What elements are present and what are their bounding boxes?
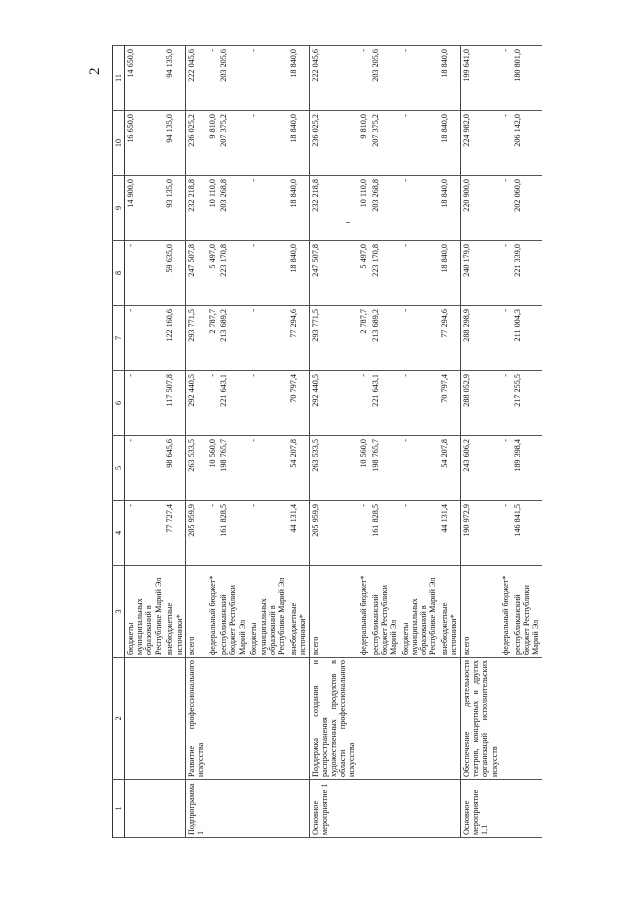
- value-cell: 198 765,7: [218, 436, 248, 501]
- value-cell: 16 650,0: [125, 111, 165, 176]
- value-cell: 18 840,0: [288, 176, 309, 241]
- value-cell: 44 131,4: [439, 501, 460, 566]
- value-cell: -: [248, 371, 287, 436]
- value-cell: -: [500, 306, 511, 371]
- header-row: [113, 46, 125, 838]
- value-cell: 222 045,6: [309, 46, 358, 111]
- value-cell: 217 255,5: [512, 371, 542, 436]
- funding-source-cell: внебюджетные источники*: [164, 566, 185, 658]
- column-number-10: 10: [113, 111, 125, 176]
- value-cell: 221 643,1: [218, 371, 248, 436]
- page-number: 2: [87, 67, 103, 75]
- value-cell: 161 828,5: [218, 501, 248, 566]
- funding-source-cell: всего: [309, 566, 358, 658]
- program-name-cell: [218, 658, 248, 780]
- value-cell: 161 828,5: [370, 501, 400, 566]
- program-level-cell: [218, 780, 248, 838]
- value-cell: -: [400, 46, 439, 111]
- table-row: [218, 46, 248, 838]
- value-cell: 213 689,2: [218, 306, 248, 371]
- value-cell: -: [358, 371, 369, 436]
- value-cell: -: [248, 306, 287, 371]
- value-cell: 263 533,5: [309, 436, 358, 501]
- program-level-cell: [207, 780, 218, 838]
- value-cell: 198 765,7: [370, 436, 400, 501]
- program-level-cell: [370, 780, 400, 838]
- value-cell: 18 840,0: [439, 46, 460, 111]
- value-cell: 292 440,5: [309, 371, 358, 436]
- value-cell: 220 900,0: [460, 176, 500, 241]
- value-cell: -: [400, 371, 439, 436]
- value-cell: 2 787,7: [358, 306, 369, 371]
- value-cell: 18 840,0: [439, 111, 460, 176]
- value-cell: 205 959,9: [186, 501, 207, 566]
- program-name-cell: [439, 658, 460, 780]
- value-cell: 10 110,0: [207, 176, 218, 241]
- program-level-cell: [512, 780, 542, 838]
- value-cell: 98 645,6: [164, 436, 185, 501]
- value-cell: -: [500, 436, 511, 501]
- program-level-cell: [500, 780, 511, 838]
- value-cell: 18 840,0: [288, 111, 309, 176]
- program-name-cell: [512, 658, 542, 780]
- program-level-cell: Подпрограмма 1: [186, 780, 207, 838]
- value-cell: 207 375,2: [218, 111, 248, 176]
- value-cell: 232 218,8: [309, 176, 358, 241]
- value-cell: 293 771,5: [309, 306, 358, 371]
- value-cell: 203 205,6: [218, 46, 248, 111]
- value-cell: 203 268,8: [370, 176, 400, 241]
- column-number-9: 9: [113, 176, 125, 241]
- funding-source-cell: республиканский бюджет Республики Марий Эл: [370, 566, 400, 658]
- program-level-cell: [439, 780, 460, 838]
- program-name-cell: [207, 658, 218, 780]
- value-cell: 205 959,9: [309, 501, 358, 566]
- program-name-cell: Обеспечение деятельности театров, концертных и других организаций исполнительских искусств: [460, 658, 500, 780]
- value-cell: -: [207, 501, 218, 566]
- value-cell: 247 507,8: [309, 241, 358, 306]
- funding-source-cell: федеральный бюджет*: [207, 566, 218, 658]
- value-cell: 221 339,0: [512, 241, 542, 306]
- value-cell: 189 398,4: [512, 436, 542, 501]
- value-cell: -: [125, 241, 165, 306]
- value-cell: 77 727,4: [164, 501, 185, 566]
- program-level-cell: [248, 780, 287, 838]
- value-cell: 77 294,6: [439, 306, 460, 371]
- value-cell: 18 840,0: [439, 241, 460, 306]
- funding-source-cell: республиканский бюджет Республики Марий Эл: [512, 566, 542, 658]
- funding-source-cell: всего: [186, 566, 207, 658]
- value-cell: 18 840,0: [439, 176, 460, 241]
- program-name-cell: [248, 658, 287, 780]
- program-name-cell: [288, 658, 309, 780]
- value-cell: 9 810,0: [207, 111, 218, 176]
- funding-source-cell: федеральный бюджет*: [500, 566, 511, 658]
- program-level-cell: Основное мероприятие 1: [309, 780, 358, 838]
- table-row: [125, 46, 165, 838]
- funding-table: [112, 45, 542, 838]
- value-cell: 180 801,0: [512, 46, 542, 111]
- program-name-cell: [370, 658, 400, 780]
- value-cell: 9 810,0: [358, 111, 369, 176]
- program-level-cell: [125, 780, 165, 838]
- table-row: [207, 46, 218, 838]
- value-cell: -: [500, 371, 511, 436]
- value-cell: 288 298,9: [460, 306, 500, 371]
- value-cell: 224 982,0: [460, 111, 500, 176]
- program-level-cell: [400, 780, 439, 838]
- funding-source-cell: всего: [460, 566, 500, 658]
- value-cell: 54 207,8: [288, 436, 309, 501]
- value-cell: 18 840,0: [288, 241, 309, 306]
- table-row: [400, 46, 439, 838]
- value-cell: 240 179,0: [460, 241, 500, 306]
- value-cell: 222 045,6: [186, 46, 207, 111]
- table-header: [113, 46, 125, 838]
- funding-source-cell: внебюджетные источники*: [439, 566, 460, 658]
- table-row: [358, 46, 369, 838]
- funding-source-cell: республиканский бюджет Республики Марий Эл: [218, 566, 248, 658]
- program-name-cell: Поддержка создания и распространения художественных продуктов в области профессионального искусства: [309, 658, 358, 780]
- value-cell: 221 643,1: [370, 371, 400, 436]
- value-cell: 211 004,3: [512, 306, 542, 371]
- value-cell: 146 841,5: [512, 501, 542, 566]
- value-cell: 236 025,2: [309, 111, 358, 176]
- value-cell: -: [400, 501, 439, 566]
- value-cell: -: [125, 501, 165, 566]
- value-cell: 292 440,5: [186, 371, 207, 436]
- value-cell: 203 268,8: [218, 176, 248, 241]
- value-cell: -: [125, 371, 165, 436]
- value-cell: -: [248, 241, 287, 306]
- funding-source-cell: бюджеты муниципальных образований в Республике Марий Эл: [248, 566, 287, 658]
- table-row: [512, 46, 542, 838]
- value-cell: 223 170,8: [218, 241, 248, 306]
- value-cell: 94 135,0: [164, 111, 185, 176]
- table-row: [309, 46, 358, 838]
- value-cell: -: [400, 241, 439, 306]
- value-cell: -: [207, 46, 218, 111]
- rotated-table-container: [112, 46, 542, 838]
- value-cell: -: [248, 46, 287, 111]
- value-cell: 14 650,0: [125, 46, 165, 111]
- funding-source-cell: внебюджетные источники*: [288, 566, 309, 658]
- value-cell: 190 972,9: [460, 501, 500, 566]
- value-cell: 247 507,8: [186, 241, 207, 306]
- value-cell: -: [248, 176, 287, 241]
- value-cell: 59 635,0: [164, 241, 185, 306]
- program-name-cell: [125, 658, 165, 780]
- column-number-3: 3: [113, 566, 125, 658]
- value-cell: 94 135,0: [164, 46, 185, 111]
- table-row: [164, 46, 185, 838]
- program-name-cell: [358, 658, 369, 780]
- value-cell: -: [500, 46, 511, 111]
- program-level-cell: Основное мероприятие 1.1: [460, 780, 500, 838]
- value-cell: -: [500, 241, 511, 306]
- value-cell: 117 507,8: [164, 371, 185, 436]
- value-cell: 70 797,4: [288, 371, 309, 436]
- value-cell: 10 560,0: [358, 436, 369, 501]
- value-cell: -: [248, 436, 287, 501]
- table-row: [248, 46, 287, 838]
- program-name-cell: [400, 658, 439, 780]
- column-number-11: 11: [113, 46, 125, 111]
- value-cell: 14 900,0: [125, 176, 165, 241]
- column-number-8: 8: [113, 241, 125, 306]
- funding-source-cell: бюджеты муниципальных образований в Республике Марий Эл: [400, 566, 439, 658]
- value-cell: -: [125, 306, 165, 371]
- value-cell: 203 205,6: [370, 46, 400, 111]
- value-cell: 54 207,8: [439, 436, 460, 501]
- value-cell: 206 142,0: [512, 111, 542, 176]
- value-cell: -: [500, 501, 511, 566]
- value-cell: 232 218,8: [186, 176, 207, 241]
- program-level-cell: [164, 780, 185, 838]
- value-cell: 70 797,4: [439, 371, 460, 436]
- value-cell: 199 641,0: [460, 46, 500, 111]
- column-number-6: 6: [113, 371, 125, 436]
- value-cell: -: [358, 46, 369, 111]
- table-row: [460, 46, 500, 838]
- column-number-1: 1: [113, 780, 125, 838]
- value-cell: 243 606,2: [460, 436, 500, 501]
- program-level-cell: [358, 780, 369, 838]
- value-cell: -: [500, 111, 511, 176]
- value-cell: -: [248, 501, 287, 566]
- value-cell: 93 135,0: [164, 176, 185, 241]
- column-number-5: 5: [113, 436, 125, 501]
- value-cell: 236 025,2: [186, 111, 207, 176]
- value-cell: 5 497,0: [358, 241, 369, 306]
- funding-source-cell: бюджеты муниципальных образований в Республике Марий Эл: [125, 566, 165, 658]
- column-number-4: 4: [113, 501, 125, 566]
- value-cell: 288 052,9: [460, 371, 500, 436]
- table-row: [186, 46, 207, 838]
- value-cell: -: [500, 176, 511, 241]
- table-row: [439, 46, 460, 838]
- value-cell: 44 131,4: [288, 501, 309, 566]
- value-cell: 223 170,8: [370, 241, 400, 306]
- program-name-cell: [164, 658, 185, 780]
- table-row: [500, 46, 511, 838]
- value-cell: 213 689,2: [370, 306, 400, 371]
- value-cell: -: [400, 111, 439, 176]
- table-body: [125, 46, 543, 838]
- value-cell: 202 060,0: [512, 176, 542, 241]
- column-number-7: 7: [113, 306, 125, 371]
- value-cell: -: [400, 306, 439, 371]
- program-name-cell: [500, 658, 511, 780]
- funding-source-cell: федеральный бюджет*: [358, 566, 369, 658]
- value-cell: -: [358, 501, 369, 566]
- value-cell: 77 294,6: [288, 306, 309, 371]
- value-cell: 10 110,0: [358, 176, 369, 241]
- program-name-cell: Развитие профессионального искусства: [186, 658, 207, 780]
- value-cell: 18 840,0: [288, 46, 309, 111]
- table-row: [288, 46, 309, 838]
- value-cell: -: [400, 436, 439, 501]
- value-cell: -: [125, 436, 165, 501]
- value-cell: -: [400, 176, 439, 241]
- table-row: [370, 46, 400, 838]
- value-cell: -: [207, 371, 218, 436]
- value-cell: 10 560,0: [207, 436, 218, 501]
- value-cell: -: [248, 111, 287, 176]
- value-cell: 263 533,5: [186, 436, 207, 501]
- program-level-cell: [288, 780, 309, 838]
- value-cell: 5 497,0: [207, 241, 218, 306]
- value-cell: 2 787,7: [207, 306, 218, 371]
- value-cell: 207 375,2: [370, 111, 400, 176]
- value-cell: 122 160,6: [164, 306, 185, 371]
- value-cell: 293 771,5: [186, 306, 207, 371]
- column-number-2: 2: [113, 658, 125, 780]
